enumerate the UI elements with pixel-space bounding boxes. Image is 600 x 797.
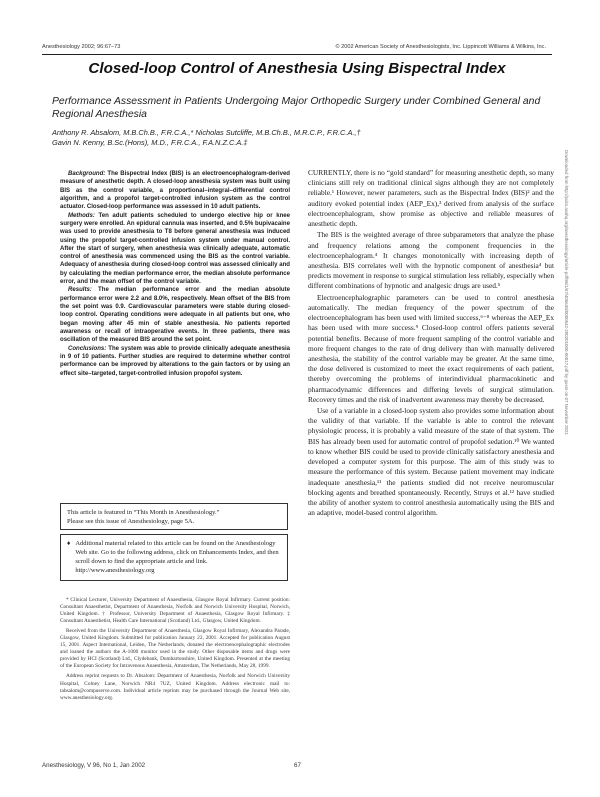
page-number: 67 (294, 762, 301, 769)
download-watermark (564, 150, 572, 570)
journal-citation: Anesthesiology 2002; 96:67–73 (42, 44, 121, 50)
featured-notice-line: Please see this issue of Anesthesiology, page 5A. (67, 518, 195, 525)
footnote-affiliations: * Clinical Lecturer, University Department of Anaesthesia, Glasgow Royal Infirmary. Current position: Consultant Anaesthetist, Department of Anaesthesia, Norfolk and Norwich University Hospital, Norwich, United Kingdom. † Professor, University Department of Anaesthesia, Glasgow Royal Infirmary. ‡ Consultant Anaesthetist, Health Care International (Scotland) Ltd., Glasgow, United Kingdom. (60, 597, 290, 625)
body-paragraph: The BIS is the weighted average of three subparameters that analyze the phase and frequency relations among the component frequencies in the electroencephalogram.⁴ It changes monotonically with increasing depth of anesthesia. BIS correlates well with the hypnotic component of anesthesia⁴ but predicts movement in response to surgical stimulation less reliably, especially when different combinations of hypnotic and analgesic drugs are used.⁵ (308, 230, 554, 291)
diamond-icon: ♦ (67, 540, 71, 547)
abstract-label: Conclusions: (68, 345, 107, 352)
footnotes (60, 597, 290, 705)
abstract-results (60, 286, 290, 344)
header-rule (42, 54, 552, 55)
footer-citation: Anesthesiology, V 96, No 1, Jan 2002 (42, 762, 146, 769)
author-line: Gavin N. Kenny, B.Sc.(Hons), M.D., F.R.C.A., F.A.N.Z.C.A.‡ (52, 138, 248, 147)
abstract-label: Results: (68, 287, 92, 294)
author-line: Anthony R. Absalom, M.B.Ch.B., F.R.C.A.,* Nicholas Sutcliffe, M.B.Ch.B., M.R.C.P., F.R.C.A.,† (52, 128, 361, 137)
article-title: Closed-loop Control of Anesthesia Using Bispectral Index (88, 60, 506, 77)
abstract-background (60, 170, 290, 212)
article-subtitle: Performance Assessment in Patients Undergoing Major Orthopedic Surgery under Combined General and Regional Anesthesia (52, 96, 541, 120)
body-text (308, 168, 554, 519)
supplemental-material-box (60, 534, 288, 581)
footnote-received: Received from the University Department of Anaesthesia, Glasgow Royal Infirmary, Alexandra Parade, Glasgow, United Kingdom. Submitted for publication January 22, 2001. Accepted for publication August 15, 2001. Aspect International, Leiden, The Netherlands, donated the electroencephalographic electrodes and loaned the authors the A-1000 monitor used in the study. Other disposable items and drugs were provided by HCI (Scotland) Ltd., Clydebank, Dumbartonshire, United Kingdom. Presented at the meeting of the European Society for Intravenous Anaesthesia, Amsterdam, The Netherlands, May 28, 1999. (60, 628, 290, 670)
author-list (52, 128, 552, 148)
body-paragraph: Electroencephalographic parameters can be used to control anesthesia automatically. The median frequency of the power spectrum of the electroencephalogram has been used with limited success,⁶⁻⁸ whereas the AEP_Ex has been used with more success.⁹ Closed-loop control offers patients several potential benefits. Because of more frequent sampling of the control variable and more frequent changes to the rate of drug delivery than with manually delivered anesthesia, the stability of the control variable may be greater. At the same time, the dose delivered is customized to meet the exact requirements of each patient, thereby overcoming the problems of interindividual pharmacokinetic and pharmacodynamic differences and differing levels of surgical stimulation. Recovery times and the risk of inadvertent awareness may thereby be decreased. (308, 292, 554, 404)
abstract-text: The system was able to provide clinically adequate anesthesia in 9 of 10 patients. Further studies are required to determine whether control performance can be improved by alterations to the gain factors or by using an effect site–targeted, target-controlled infusion propofol system. (60, 345, 290, 377)
abstract-text: The median performance error and the median absolute performance error were 2.2 and 8.0%, respectively. Mean offset of the BIS from the set point was 0.9. Cardiovascular parameters were stable during closed-loop control. Operating conditions were adequate in all patients but one, who began moving after 45 min of stable anesthesia. No patients reported awareness or recall of intraoperative events. In three patients, there was oscillation of the measured BIS around the set point. (60, 287, 290, 344)
supplemental-material-text: Additional material related to this article can be found on the Anesthesiology Web site. Go to the following address, click on Enhancements Index, and then scroll down to find the appropriate article and link. http://www.anesthesiology.org (75, 540, 279, 574)
body-paragraph: CURRENTLY, there is no “gold standard” for measuring anesthetic depth, so many clinicians still rely on traditional clinical signs although they are not completely reliable.¹ However, newer parameters, such as the Bispectral Index (BIS)² and the auditory evoked potential index (AEP_Ex),³ derived from analysis of the surface electroencephalogram, show promise as objective and reliable measures of anesthetic depth. (308, 168, 554, 229)
abstract-label: Background: (68, 171, 106, 177)
featured-notice-box (60, 503, 288, 530)
abstract-label: Methods: (68, 212, 95, 219)
download-note: Downloaded from http://pubs.asahq.org/anesthesiology/article-pdf/96/1/67/405638/0000542-200201000-00017.pdf by guest on 07 November 2021 (564, 150, 569, 435)
body-paragraph: Use of a variable in a closed-loop system also provides some information about the validity of that variable. If the variable is able to control the relevant physiologic process, it is probably a valid measure of the state of that system. The BIS has already been used for automatic control of propofol sedation.¹⁰ We wanted to know whether BIS could be used to provide clinically satisfactory anesthesia and developed a computer system for this purpose. The aim of this study was to measure the performance of this system. Because patient movement may indicate inadequate anesthesia,¹¹ the patients studied did not receive neuromuscular blocking agents and breathed spontaneously. Recently, Struys et al.¹² have studied the ability of another system to control anesthesia automatically using the BIS and an adaptive, model-based control algorithm. (308, 406, 554, 518)
abstract (60, 170, 290, 378)
footnote-address: Address reprint requests to Dr. Absalom: Department of Anaesthesia, Norfolk and Norwich University Hospital, Colney Lane, Norwich NR4 7UZ, United Kingdom. Address electronic mail to: tabsalom@compuserve.com. Individual article reprints may be purchased through the Journal Web site, www.anesthesiology.org. (60, 673, 290, 701)
abstract-conclusions (60, 345, 290, 378)
abstract-text: Ten adult patients scheduled to undergo elective hip or knee surgery were enrolled. An epidural cannula was inserted, and 0.5% bupivacaine was used to provide anesthesia to T8 before general anesthesia was induced using the propofol target-controlled infusion system under manual control. After the start of surgery, when anesthesia was clinically adequate, automatic control of anesthesia was commenced using the BIS as the control variable. Adequacy of anesthesia during closed-loop control was assessed clinically and by calculating the median performance error, the median absolute performance error, and the mean offset of the control variable. (60, 212, 290, 286)
abstract-methods (60, 212, 290, 287)
abstract-text: The Bispectral Index (BIS) is an electroencephalogram-derived measure of anesthetic depth. A closed-loop anesthesia system was built using BIS as the control variable, a proportional–integral–differential control algorithm, and a propofol target-controlled infusion system as the control actuator. Closed-loop performance was assessed in 10 adult patients. (60, 171, 290, 211)
copyright-notice: © 2002 American Society of Anesthesiologists, Inc. Lippincott Williams & Wilkins, Inc. (335, 44, 546, 50)
featured-notice-line: This article is featured in “This Month in Anesthesiology.” (67, 509, 220, 516)
